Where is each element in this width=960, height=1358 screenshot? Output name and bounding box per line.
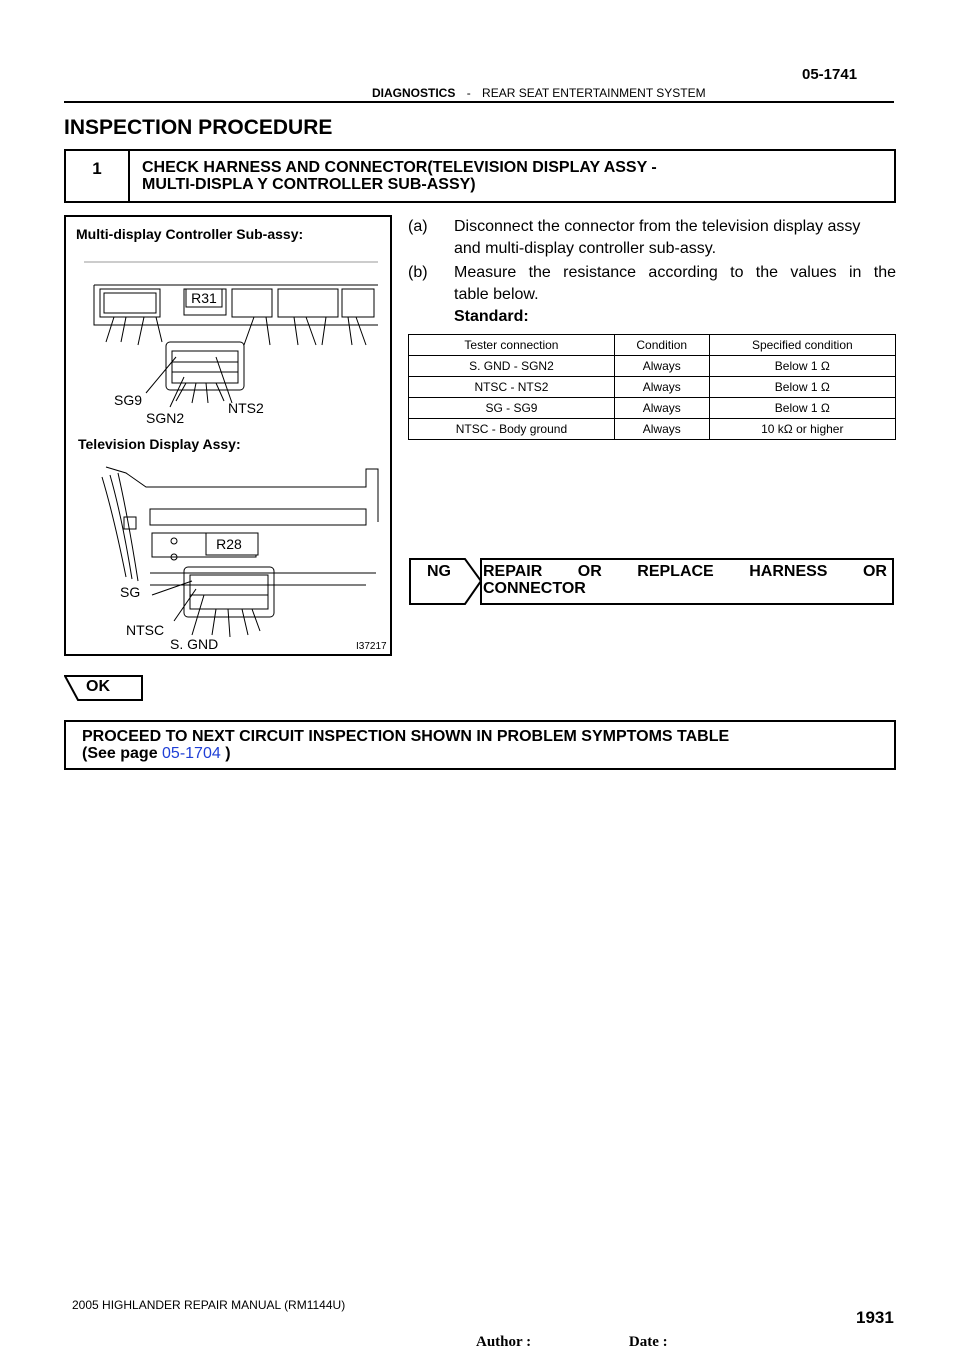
connector-r31-label: R31 <box>191 290 217 306</box>
page-link[interactable]: 05-1704 <box>162 745 221 762</box>
table-cell: Always <box>614 398 709 419</box>
standard-label: Standard: <box>454 308 529 325</box>
instruction-b-line1: Measure the resistance according to the values in the <box>454 264 896 281</box>
section-separator: - <box>466 86 471 100</box>
ng-action-line2: CONNECTOR <box>483 580 586 597</box>
step-box <box>64 149 896 203</box>
step-title-line1: CHECK HARNESS AND CONNECTOR(TELEVISION DISPLAY ASSY - <box>142 159 657 176</box>
date-label: Date : <box>628 1334 668 1350</box>
connector-r28-label: R28 <box>216 536 242 552</box>
author-date-line <box>476 1334 668 1351</box>
pin-sg9-label: SG9 <box>114 392 143 408</box>
table-row <box>409 377 896 398</box>
instruction-a-line1: Disconnect the connector from the television display assy <box>454 218 861 235</box>
ng-word: REPAIR <box>483 563 543 580</box>
instruction-b-label: (b) <box>408 264 428 281</box>
page-code: 05-1741 <box>802 66 858 83</box>
col-header: Tester connection <box>409 335 615 356</box>
col-header: Specified condition <box>709 335 895 356</box>
ok-label: OK <box>86 678 110 695</box>
table-row <box>409 356 896 377</box>
step-number: 1 <box>66 151 130 201</box>
table-cell: Always <box>614 419 709 440</box>
display-label: Television Display Assy: <box>78 436 241 452</box>
table-cell: 10 kΩ or higher <box>709 419 895 440</box>
spec-table <box>408 334 896 440</box>
figure-id: I37217 <box>356 641 387 652</box>
proceed-suffix: ) <box>220 745 231 762</box>
table-header-row <box>409 335 896 356</box>
table-cell: Always <box>614 356 709 377</box>
pin-sgnd-label: S. GND <box>170 636 219 652</box>
header-rule <box>64 101 894 103</box>
table-cell: NTSC - NTS2 <box>409 377 615 398</box>
proceed-box <box>64 720 896 770</box>
section-name: DIAGNOSTICS <box>372 86 456 100</box>
page-title: INSPECTION PROCEDURE <box>64 116 333 139</box>
instruction-a-label: (a) <box>408 218 428 235</box>
table-row <box>409 398 896 419</box>
table-cell: Below 1 Ω <box>709 356 895 377</box>
table-cell: S. GND - SGN2 <box>409 356 615 377</box>
connector-figure <box>64 215 392 656</box>
controller-drawing <box>84 262 378 407</box>
subsection-name: REAR SEAT ENTERTAINMENT SYSTEM <box>482 86 706 100</box>
ng-word: OR <box>862 563 887 580</box>
pin-sgn2-label: SGN2 <box>146 410 185 426</box>
table-cell: Below 1 Ω <box>709 377 895 398</box>
author-label: Author : <box>476 1334 532 1350</box>
instruction-a-line2: and multi-display controller sub-assy. <box>454 240 717 257</box>
proceed-line2 <box>82 745 729 762</box>
proceed-prefix: (See page <box>82 745 163 762</box>
manual-footer: 2005 HIGHLANDER REPAIR MANUAL (RM1144U) <box>72 1298 346 1312</box>
page-number: 1931 <box>856 1308 894 1327</box>
instruction-b-line2: table below. <box>454 286 539 303</box>
ng-result-box <box>409 558 894 604</box>
col-header: Condition <box>614 335 709 356</box>
proceed-line1: PROCEED TO NEXT CIRCUIT INSPECTION SHOWN IN PROBLEM SYMPTOMS TABLE <box>82 728 730 745</box>
section-header <box>372 86 706 100</box>
table-cell: NTSC - Body ground <box>409 419 615 440</box>
step-title <box>142 159 882 193</box>
ng-word: OR <box>577 563 602 580</box>
table-cell: SG - SG9 <box>409 398 615 419</box>
proceed-text <box>82 728 729 762</box>
pin-ntsc-label: NTSC <box>126 622 165 638</box>
ng-action-line1 <box>483 563 887 580</box>
table-cell: Below 1 Ω <box>709 398 895 419</box>
ng-action <box>483 563 887 597</box>
pin-sg-label: SG <box>120 584 141 600</box>
controller-label: Multi-display Controller Sub-assy: <box>76 226 304 242</box>
connector-diagram <box>66 217 390 654</box>
table-row <box>409 419 896 440</box>
ng-word: REPLACE <box>637 563 714 580</box>
ng-label: NG <box>427 563 451 580</box>
step-title-line2: MULTI-DISPLA Y CONTROLLER SUB-ASSY) <box>142 176 476 193</box>
ng-word: HARNESS <box>749 563 828 580</box>
table-cell: Always <box>614 377 709 398</box>
pin-nts2-label: NTS2 <box>228 400 264 416</box>
